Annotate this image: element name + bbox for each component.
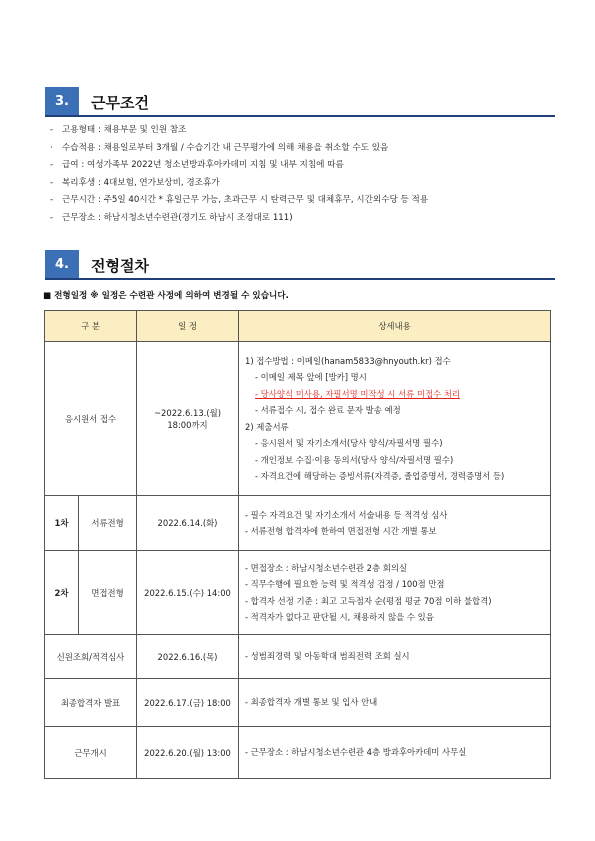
row-detail: - 필수 자격요건 및 자기소개서 서술내용 등 적격성 심사 - 서류전형 합격자에 한하여 면접전형 시간 개별 통보 xyxy=(239,496,551,551)
selection-schedule-table xyxy=(44,310,551,779)
header-category: 구 분 xyxy=(45,311,137,342)
row-stage: 1차 xyxy=(45,496,79,551)
row-detail: - 면접장소 : 하남시청소년수련관 2층 회의실 - 직무수행에 필요한 능력 및 적격성 검정 / 100점 만점 - 합격자 선정 기준 : 최고 고득점자 순(평점 평균 70점 이하 불합격) - 적격자가 없다고 판단될 시, 채용하지 않을 수 있음 xyxy=(239,551,551,635)
table-row xyxy=(45,496,551,551)
row-date: ~2022.6.13.(월) 18:00까지 xyxy=(137,342,239,496)
work-conditions-list xyxy=(50,122,428,228)
table-row xyxy=(45,342,551,496)
table-row xyxy=(45,551,551,635)
section-3-header xyxy=(45,87,555,117)
row-date: 2022.6.14.(화) xyxy=(137,496,239,551)
row-category: 응시원서 접수 xyxy=(45,342,137,496)
list-item: - 복리후생 : 4대보험, 연가보상비, 경조휴가 xyxy=(50,177,220,188)
warning-text: - 당사양식 미사용, 자필서명 미작성 시 서류 미접수 처리 xyxy=(255,388,460,399)
schedule-note: ■ 전형일정 ※ 일정은 수련관 사정에 의하여 변경될 수 있습니다. xyxy=(43,291,289,301)
row-category: 면접전형 xyxy=(79,551,137,635)
row-date: 2022.6.20.(월) 13:00 xyxy=(137,727,239,779)
section-title: 근무조건 xyxy=(91,94,149,112)
section-divider xyxy=(45,115,555,117)
row-stage: 2차 xyxy=(45,551,79,635)
row-detail: - 성범죄경력 및 아동학대 범죄전력 조회 실시 xyxy=(239,635,551,679)
row-date: 2022.6.17.(금) 18:00 xyxy=(137,679,239,727)
list-item: - 급여 : 여성가족부 2022년 청소년방과후아카데미 지침 및 내부 지침에 따름 xyxy=(50,160,344,171)
section-4-header xyxy=(45,250,555,280)
row-date: 2022.6.16.(목) xyxy=(137,635,239,679)
list-item: · 수습적용 : 채용일로부터 3개월 / 수습기간 내 근무평가에 의해 채용을 취소할 수도 있음 xyxy=(50,142,389,153)
row-category: 서류전형 xyxy=(79,496,137,551)
row-date: 2022.6.15.(수) 14:00 xyxy=(137,551,239,635)
list-item: - 근무시간 : 주5일 40시간 * 휴일근무 가능, 초과근무 시 탄력근무 및 대체휴무, 시간외수당 등 적용 xyxy=(50,195,429,206)
row-detail: - 근무장소 : 하남시청소년수련관 4층 방과후아카데미 사무실 xyxy=(239,727,551,779)
table-row xyxy=(45,635,551,679)
table-row xyxy=(45,679,551,727)
row-detail: - 최종합격자 개별 통보 및 입사 안내 xyxy=(239,679,551,727)
row-category: 신원조회/적격심사 xyxy=(45,635,137,679)
list-item: - 근무장소 : 하남시청소년수련관(경기도 하남시 조정대로 111) xyxy=(50,212,293,223)
header-detail: 상세내용 xyxy=(239,311,551,342)
row-category: 근무개시 xyxy=(45,727,137,779)
header-date: 일 정 xyxy=(137,311,239,342)
section-number: 4. xyxy=(45,250,79,280)
list-item: - 고용형태 : 채용부문 및 인원 참조 xyxy=(50,125,187,135)
table-header-row xyxy=(45,311,551,342)
table-row xyxy=(45,727,551,779)
row-category: 최종합격자 발표 xyxy=(45,679,137,727)
section-divider xyxy=(45,278,555,280)
section-number: 3. xyxy=(45,87,79,117)
section-title: 전형절차 xyxy=(91,257,149,275)
row-detail: 1) 접수방법 : 이메일(hanam5833@hnyouth.kr) 접수 - 이메일 제목 앞에 [방카] 명시 - 당사양식 미사용, 자필서명 미작성 시 서류 미접수 처리 - 서류접수 시, 접수 완료 문자 발송 예정 2) 제출서류 - 응시원서 및 자기소개서(당사 양식/자필서명 필수) - 개인정보 수집·이용 동의서(당사 양식/자필서명 필수) - 자격요건에 해당하는 증빙서류(자격증, 졸업증명서, 경력증명서 등) xyxy=(239,342,551,496)
